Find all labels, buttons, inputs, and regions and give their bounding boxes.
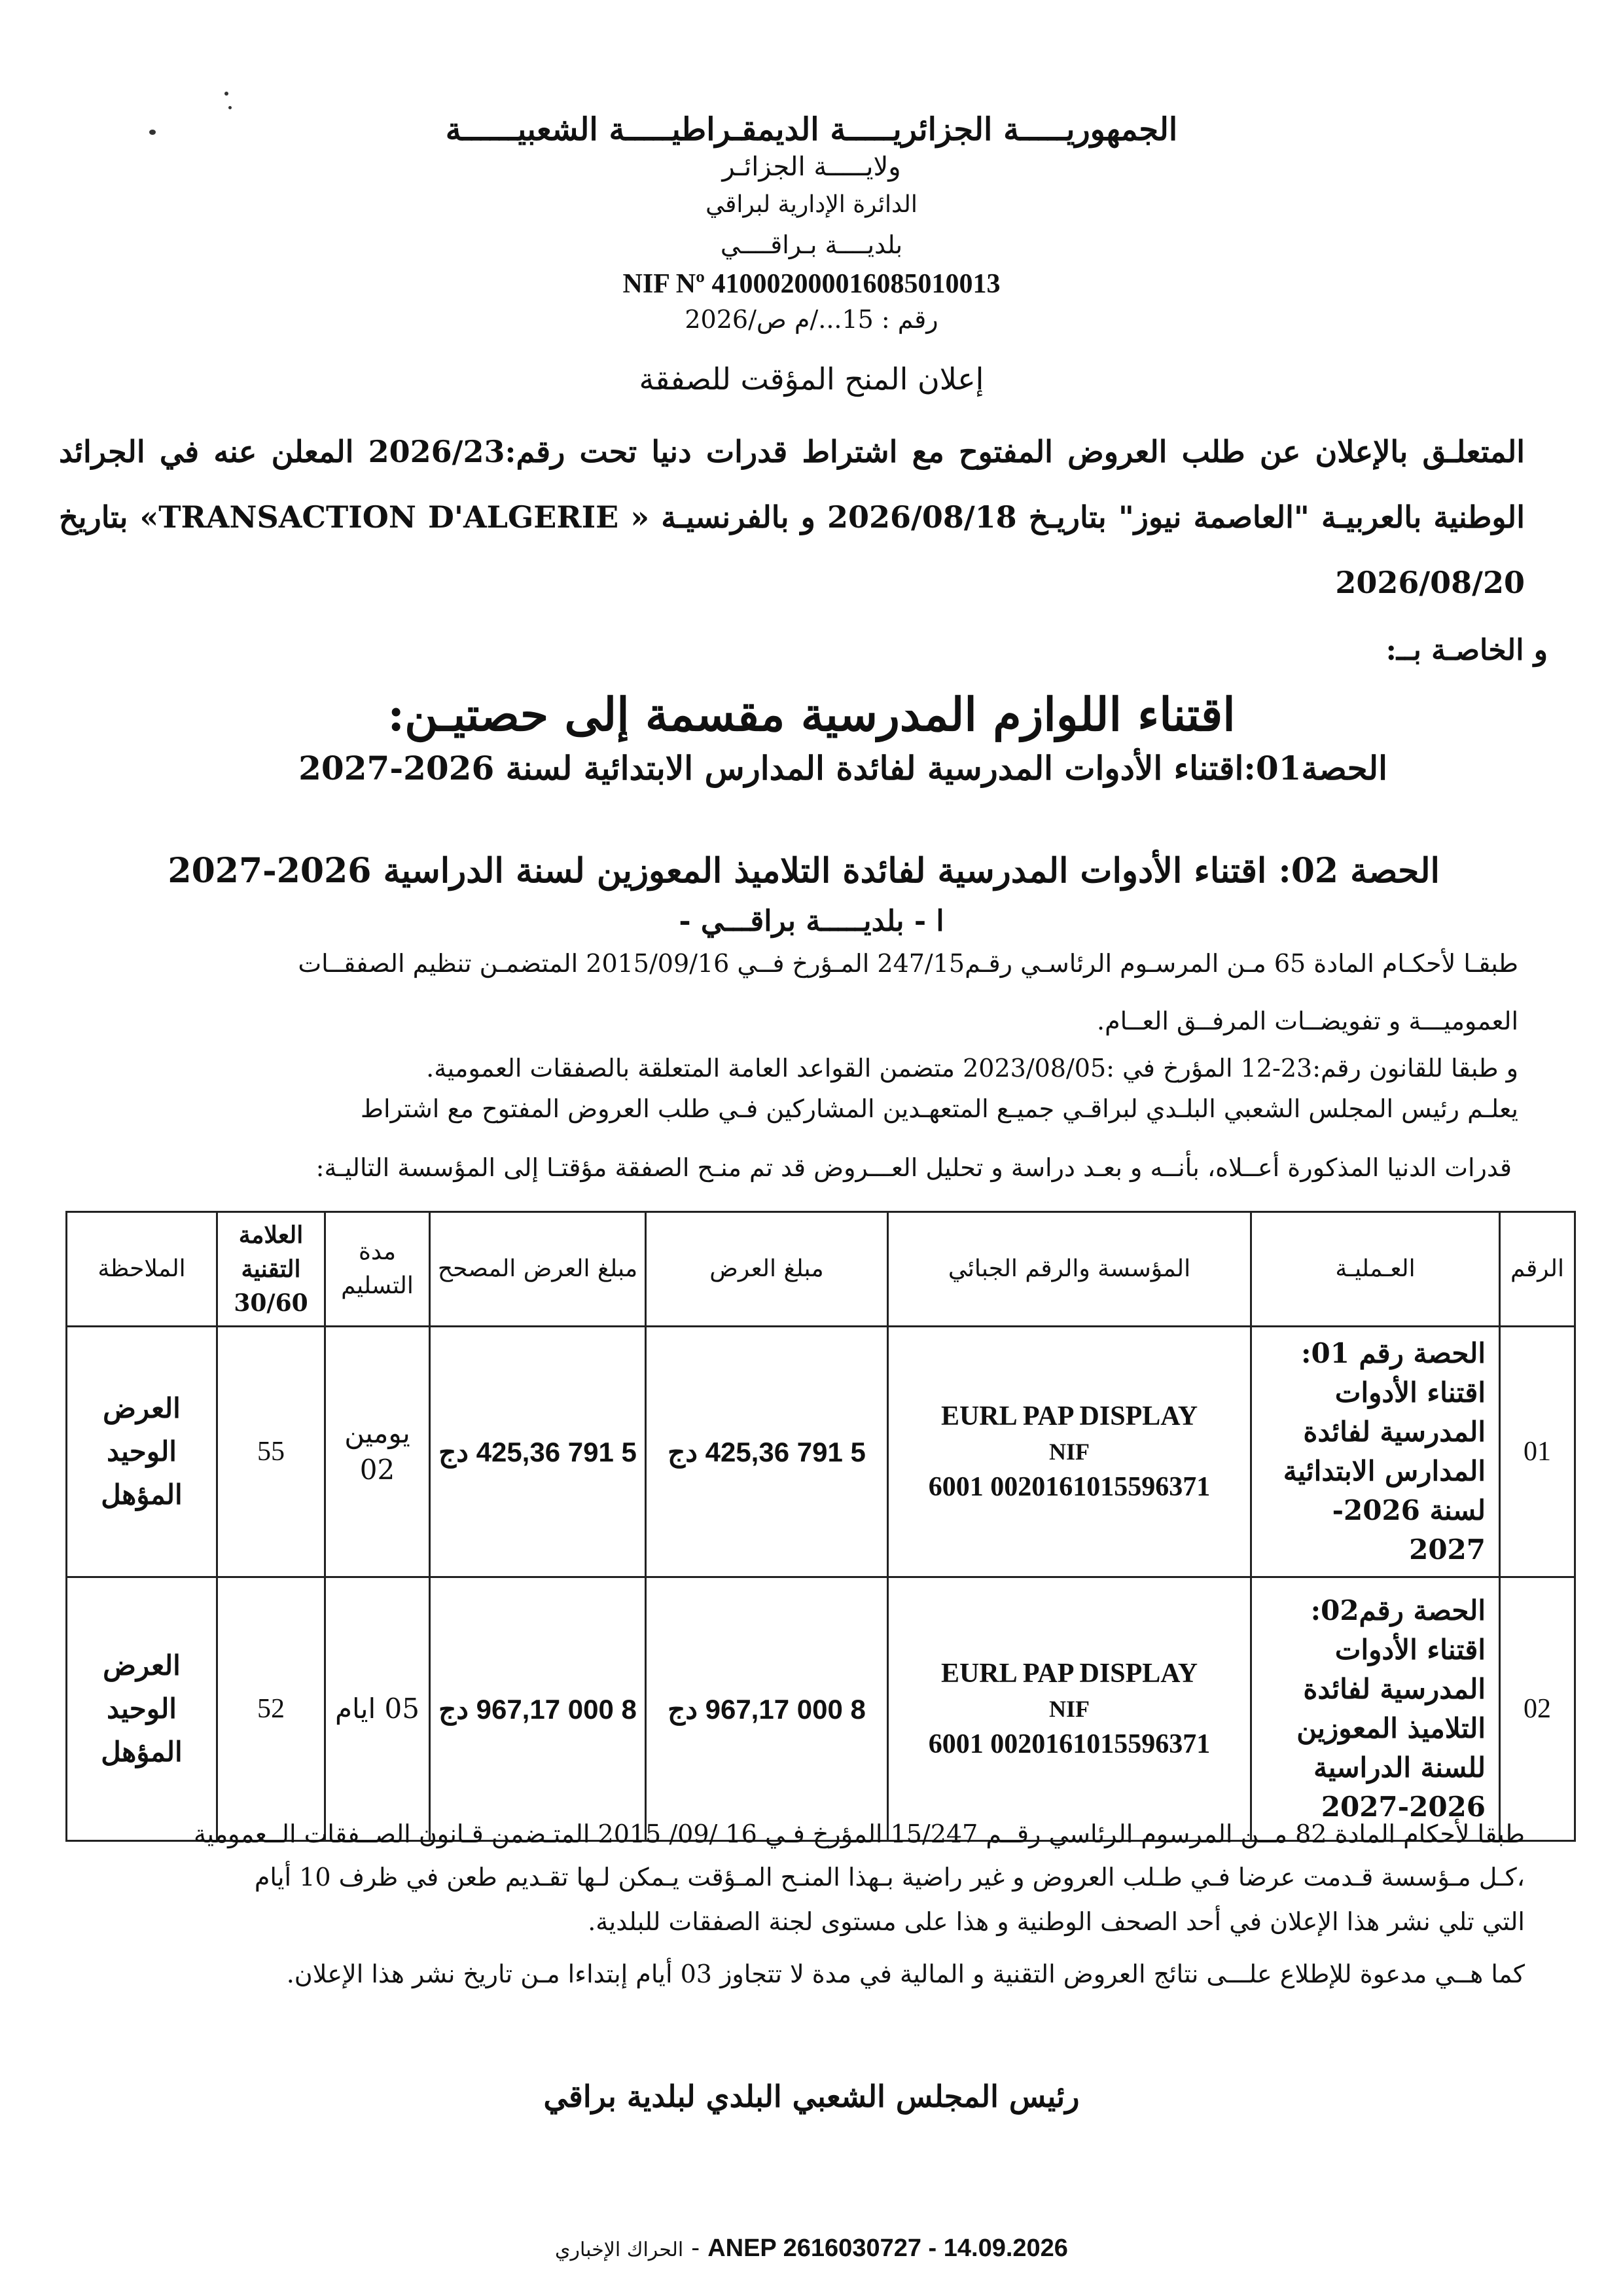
appeal-paragraph-line: كما هــي مدعوة للإطلاع علـــى نتائج العروض التقنية و المالية في مدة لا تتجاوز 03 أيام إبتداءا مـن تاريخ نشر هذا الإعلان. <box>286 1960 1525 1988</box>
table-header-row <box>67 1212 1575 1327</box>
header-number: الرقم <box>1500 1212 1575 1327</box>
appeal-paragraph-line: طبقا لأحكام المادة 82 مــن المرسوم الرئاسي رقــم 15/247 المؤرخ فـي 16 /09/ 2015 المتـضمن قـانون الصــفقات الــعمومية <box>193 1820 1525 1848</box>
row-operation: الحصة رقم02: اقتناء الأدوات المدرسية لفائدة التلاميذ المعوزين للسنة الدراسية 2026-2027 <box>1251 1577 1500 1841</box>
scan-speck <box>228 106 232 109</box>
row-corrected-amount: 5 791 425,36 دج <box>430 1327 646 1577</box>
lot-1-title: الحصة01:اقتناء الأدوات المدرسية لفائدة المدارس الابتدائية لسنة 2026-2027 <box>298 749 1387 787</box>
nif-line: NIF Nº 410002000016085010013 <box>622 269 1001 299</box>
wilaya-line: ولايـــــة الجزائـر <box>722 152 901 182</box>
row-delivery-time: 05 ايام <box>325 1577 430 1841</box>
reference-number: رقم : 15.../م ص/2026 <box>685 305 938 334</box>
row-tech-score: 52 <box>217 1577 325 1841</box>
table-row <box>67 1327 1575 1577</box>
award-table <box>65 1211 1576 1842</box>
header-offer-amount: مبلغ العرض <box>646 1212 888 1327</box>
company-name: EURL PAP DISPLAY <box>940 1659 1198 1689</box>
company-nif-label: NIF <box>1049 1696 1090 1722</box>
header-tech-score: العلامة التقنية 30/60 <box>217 1212 325 1327</box>
row-operation: الحصة رقم 01: اقتناء الأدوات المدرسية لفائدة المدارس الابتدائية لسنة 2026-2027 <box>1251 1327 1500 1577</box>
lot-2-title: الحصة 02: اقتناء الأدوات المدرسية لفائدة التلاميذ المعوزين لسنة الدراسية 2026-2027 <box>168 851 1440 891</box>
announcement-title: إعلان المنح المؤقت للصفقة <box>639 361 984 397</box>
table-row <box>67 1577 1575 1841</box>
scan-speck <box>224 92 228 96</box>
company-name: EURL PAP DISPLAY <box>940 1401 1198 1431</box>
republic-title: الجمهوريـــــة الجزائريـــــة الديمقـراطيـــــة الشعبيــــــة <box>445 111 1178 148</box>
intro-paragraph: المتعلـق بالإعلان عن طلب العروض المفتوح مع اشتراط قدرات دنيا تحت رقم:2026/23 المعلن عنه في الجرائد الوطنية بالعربيـة "العاصمة نيوز" بتاريـخ 2026/08/18 و بالفرنسيـة « TRANSACTION D'ALGERIE» بتاريخ 2026/08/20 <box>59 434 1525 600</box>
legal-paragraph-line: طبقـا لأحكـام المادة 65 مـن المرسـوم الرئاسـي رقـم247/15 المـؤرخ فــي 2015/09/16 المتضمـن تنظيم الصفقــات <box>298 949 1518 978</box>
legal-paragraph-line: و طبقا للقانون رقم:23-12 المؤرخ في :2023/08/05 متضمن القواعد العامة المتعلقة بالصفقات العمومية. <box>426 1054 1518 1083</box>
footer-dash: - <box>691 2233 708 2262</box>
header-company: المؤسسة والرقم الجبائي <box>888 1212 1251 1327</box>
row-company <box>888 1327 1251 1577</box>
row-remark: العرض الوحيد المؤهل <box>67 1577 217 1841</box>
commune-subtitle: ا - بلديـــــة براقـــي - <box>679 905 944 938</box>
company-nif-label: NIF <box>1049 1439 1090 1465</box>
header-delivery-time: مدة التسليم <box>325 1212 430 1327</box>
appeal-paragraph-line: ،كـل مـؤسسة قـدمت عرضا فـي طـلب العروض و غير راضية بـهذا المنـح المـؤقت يـمكن لـها تقـديم طعن في ظرف 10 أيام <box>254 1863 1525 1892</box>
legal-paragraph-line: يعلـم رئيس المجلس الشعبي البلـدي لبراقـي جميـع المتعهـدين المشاركين فـي طلب العروض المفتوح مع اشتراط <box>360 1094 1518 1123</box>
header-operation: العـمليـة <box>1251 1212 1500 1327</box>
publication-footer <box>0 2233 1623 2263</box>
daira-line: الدائرة الإدارية لبراقي <box>705 191 918 218</box>
main-title: اقتناء اللوازم المدرسية مقسمة إلى حصتيـن: <box>387 687 1236 742</box>
appeal-paragraph-line: التي تلي نشر هذا الإعلان في أحد الصحف الوطنية و هذا على مستوى لجنة الصفقات للبلدية. <box>588 1907 1525 1936</box>
row-number: 01 <box>1500 1327 1575 1577</box>
signature-line: رئيس المجلس الشعبي البلدي لبلدية براقي <box>543 2079 1080 2114</box>
publisher-name: الحراك الإخباري <box>555 2238 684 2261</box>
special-label: و الخاصـة بــ: <box>1385 634 1548 667</box>
header-remark: الملاحظة <box>67 1212 217 1327</box>
company-nif: 0020161015596371 6001 <box>928 1729 1211 1759</box>
commune-line: بلديــــة بـراقــــي <box>720 230 903 259</box>
row-corrected-amount: 8 000 967,17 دج <box>430 1577 646 1841</box>
legal-paragraph-line: قدرات الدنيا المذكورة أعــلاه، بأنــه و بعـد دراسة و تحليل العـــروض قد تم منـح الصفقة مؤقتـا إلى المؤسسة التاليـة: <box>315 1153 1512 1182</box>
row-number: 02 <box>1500 1577 1575 1841</box>
company-nif: 0020161015596371 6001 <box>928 1472 1211 1502</box>
legal-paragraph-line: العموميـــة و تفويضــات المرفــق العــام. <box>1096 1007 1518 1035</box>
row-tech-score: 55 <box>217 1327 325 1577</box>
row-remark: العرض الوحيد المؤهل <box>67 1327 217 1577</box>
row-offer-amount: 8 000 967,17 دج <box>646 1577 888 1841</box>
anep-reference: ANEP 2616030727 - 14.09.2026 <box>707 2234 1068 2262</box>
row-offer-amount: 5 791 425,36 دج <box>646 1327 888 1577</box>
row-company <box>888 1577 1251 1841</box>
row-delivery-time: يومين 02 <box>325 1327 430 1577</box>
header-corrected-amount: مبلغ العرض المصحح <box>430 1212 646 1327</box>
